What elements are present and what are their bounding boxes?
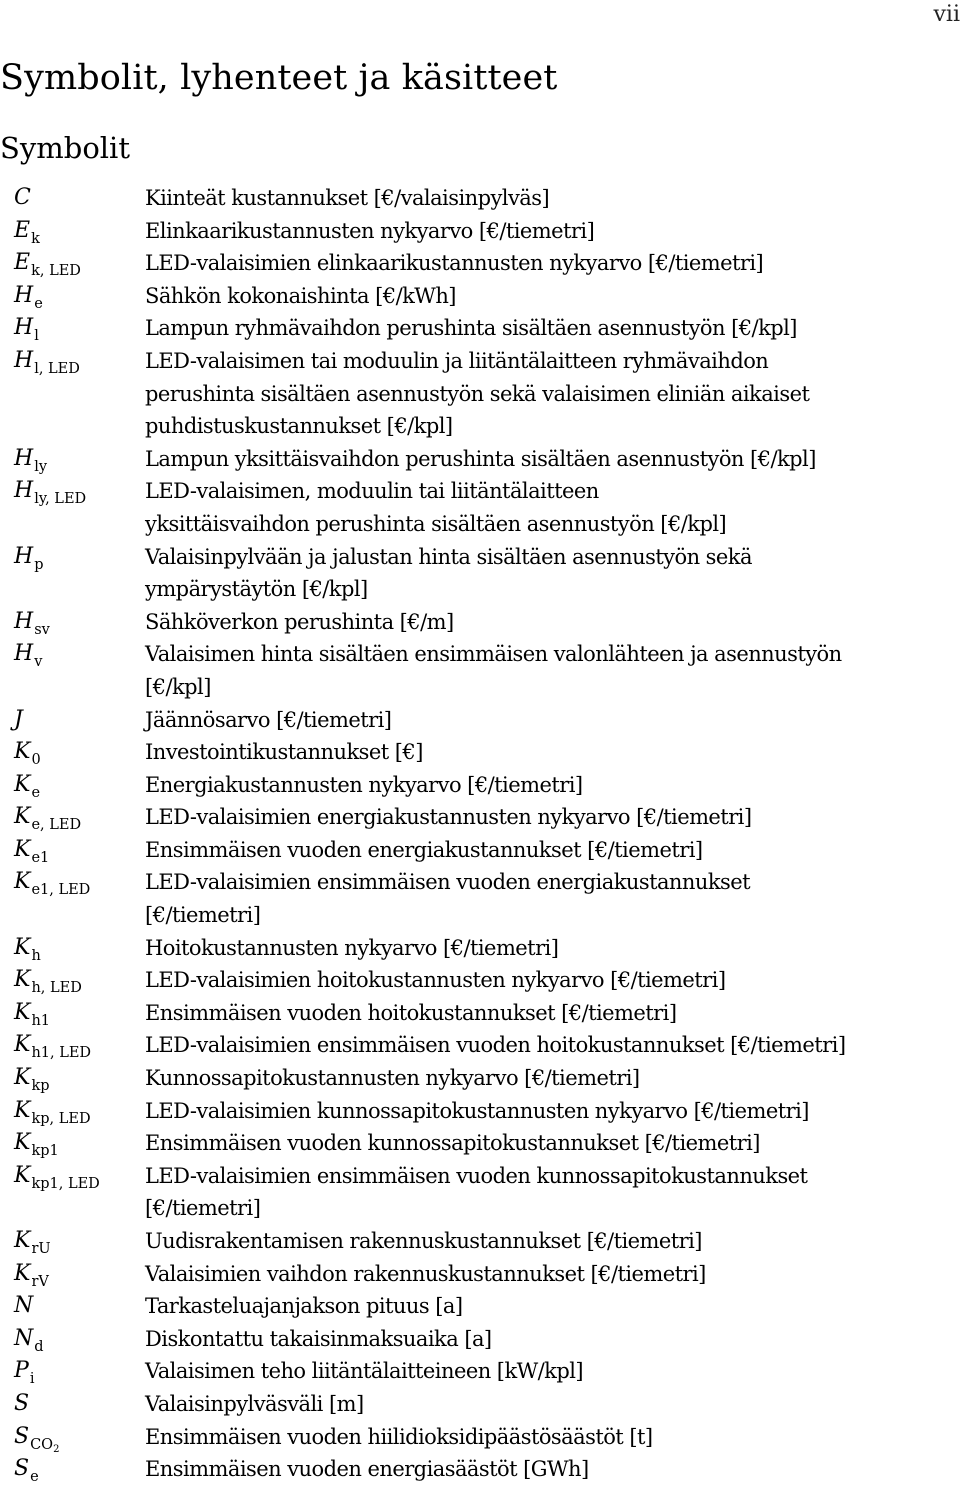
description-line: Ensimmäisen vuoden energiasäästöt [GWh] xyxy=(145,1457,589,1482)
symbol-description xyxy=(145,475,960,540)
description-line: Ensimmäisen vuoden hoitokustannukset [€/tiemetri] xyxy=(145,1000,677,1025)
symbol-base: H xyxy=(14,347,34,373)
symbol-subscript-text: e xyxy=(34,295,43,312)
symbol-description xyxy=(145,638,960,703)
symbol-subscript-text: l xyxy=(34,328,39,345)
symbol-entry xyxy=(0,801,960,834)
symbol xyxy=(14,215,40,250)
description-line: Valaisimien vaihdon rakennuskustannukset [€/tiemetri] xyxy=(145,1261,706,1286)
symbol-subscript-text: v xyxy=(34,654,43,671)
symbol-entry xyxy=(0,1453,960,1486)
symbol-base: K xyxy=(14,836,31,862)
symbol-subscript-text: e xyxy=(31,784,41,801)
symbol-subscript-text: k xyxy=(31,230,40,247)
description-line: Valaisinpylväsväli [m] xyxy=(145,1391,364,1416)
symbol-base: H xyxy=(14,282,34,308)
symbol xyxy=(14,866,90,901)
description-line: Lampun ryhmävaihdon perushinta sisältäen asennustyön [€/kpl] xyxy=(145,316,797,341)
symbol-subscript xyxy=(31,1143,58,1159)
symbol-description xyxy=(145,736,960,769)
symbol-base: P xyxy=(14,1358,29,1384)
description-line: Kiinteät kustannukset [€/valaisinpylväs] xyxy=(145,186,550,210)
description-line: Valaisimen teho liitäntälaitteineen [kW/kpl] xyxy=(145,1359,584,1384)
symbol xyxy=(14,606,50,641)
symbol-entry xyxy=(0,964,960,997)
symbol-entry xyxy=(0,1127,960,1160)
symbol-subscript xyxy=(34,1339,43,1355)
symbol xyxy=(14,997,50,1032)
symbol-subscript-text: kp xyxy=(31,1078,50,1095)
symbol-entry xyxy=(0,312,960,345)
symbol-description xyxy=(145,1062,960,1095)
symbol-entry xyxy=(0,1323,960,1356)
symbol-entry xyxy=(0,1062,960,1095)
description-line: LED-valaisimien ensimmäisen vuoden hoitokustannukset [€/tiemetri] xyxy=(145,1033,846,1058)
symbol-base: K xyxy=(14,771,31,797)
symbol-description xyxy=(145,1323,960,1356)
symbol-subscript-text: rU xyxy=(31,1241,51,1257)
symbol-subscript xyxy=(31,817,81,833)
symbol-entry xyxy=(0,1225,960,1258)
symbol-subscript xyxy=(31,1241,50,1257)
symbol xyxy=(14,801,81,836)
description-line: puhdistuskustannukset [€/kpl] xyxy=(145,414,453,439)
symbol xyxy=(14,182,31,215)
description-line: LED-valaisimien ensimmäisen vuoden kunnossapitokustannukset xyxy=(145,1163,808,1188)
symbol-entry xyxy=(0,1388,960,1421)
symbol-subscript-text: rV xyxy=(31,1273,49,1290)
description-line: Energiakustannusten nykyarvo [€/tiemetri] xyxy=(145,772,583,797)
description-line: Jäännösarvo [€/tiemetri] xyxy=(145,707,392,732)
symbol-base: K xyxy=(14,1260,31,1286)
symbol-subscript xyxy=(34,654,42,670)
description-line: Ensimmäisen vuoden kunnossapitokustannukset [€/tiemetri] xyxy=(145,1131,760,1156)
symbol-base: H xyxy=(14,641,34,667)
symbol-subscript-text: h xyxy=(31,947,41,964)
symbol-entry xyxy=(0,638,960,703)
symbol xyxy=(14,475,86,510)
symbol-subscript xyxy=(31,882,90,898)
symbol-subscript xyxy=(31,752,40,768)
symbol-description xyxy=(145,247,960,280)
symbol-subscript xyxy=(30,1437,59,1453)
symbol-subscript-text: kp1, LED xyxy=(31,1175,100,1192)
symbol-subscript-text: e, LED xyxy=(31,817,82,834)
description-line: Valaisimen hinta sisältäen ensimmäisen valonlähteen ja asennustyön xyxy=(145,642,842,667)
symbol-base: S xyxy=(14,1423,30,1449)
symbol-entry xyxy=(0,834,960,867)
description-line: Valaisinpylvään ja jalustan hinta sisältäen asennustyön sekä xyxy=(145,544,752,569)
symbol-description xyxy=(145,215,960,248)
symbol-description xyxy=(145,1225,960,1258)
symbol-subscript xyxy=(31,948,40,964)
symbol xyxy=(14,247,81,282)
symbol xyxy=(14,1095,91,1130)
symbol-subscript xyxy=(34,622,50,638)
symbol-subscript xyxy=(31,1111,90,1127)
symbol-entry xyxy=(0,247,960,280)
symbol-description xyxy=(145,1127,960,1160)
symbol-subscript-text: e1 xyxy=(31,849,50,866)
symbol-subscript xyxy=(34,296,43,312)
symbol-subscript xyxy=(34,491,86,507)
symbol-entry xyxy=(0,704,960,737)
symbol-description xyxy=(145,932,960,965)
symbol-subscript-text: sv xyxy=(34,621,50,638)
description-line: perushinta sisältäen asennustyön sekä valaisimen eliniän aikaiset xyxy=(145,381,810,406)
symbol-base: K xyxy=(14,967,31,993)
symbol-entry xyxy=(0,606,960,639)
symbol xyxy=(14,1421,59,1458)
symbol xyxy=(14,1225,51,1260)
symbol-description xyxy=(145,443,960,476)
description-line: [€/kpl] xyxy=(145,674,211,699)
description-line: LED-valaisimien energiakustannusten nykyarvo [€/tiemetri] xyxy=(145,805,752,830)
symbol-subscript-text: d xyxy=(34,1338,44,1355)
symbol-subscript-text: h1 xyxy=(31,1012,51,1029)
symbol-base: S xyxy=(14,1390,30,1416)
description-line: yksittäisvaihdon perushinta sisältäen asennustyön [€/kpl] xyxy=(145,511,727,536)
symbol-base: H xyxy=(14,543,34,569)
symbol-subscript xyxy=(30,1371,35,1387)
symbol-base: C xyxy=(14,185,31,210)
symbol xyxy=(14,443,47,478)
symbol-description xyxy=(145,769,960,802)
symbol-description xyxy=(145,182,960,215)
symbol xyxy=(14,1355,34,1390)
symbol-base: S xyxy=(14,1456,30,1482)
symbol-description xyxy=(145,866,960,931)
symbol xyxy=(14,1127,59,1162)
symbol-entry xyxy=(0,345,960,443)
symbol-subscript-text: h1, LED xyxy=(31,1045,92,1062)
description-line: Hoitokustannusten nykyarvo [€/tiemetri] xyxy=(145,935,559,960)
description-line: Investointikustannukset [€] xyxy=(145,740,423,765)
symbol-description xyxy=(145,345,960,443)
symbol-entry xyxy=(0,1421,960,1454)
page-number: vii xyxy=(933,2,960,27)
description-line: Lampun yksittäisvaihdon perushinta sisältäen asennustyön [€/kpl] xyxy=(145,446,816,471)
symbol-subscript xyxy=(31,1176,99,1192)
description-line: Uudisrakentamisen rakennuskustannukset [€/tiemetri] xyxy=(145,1229,702,1253)
description-line: Kunnossapitokustannusten nykyarvo [€/tiemetri] xyxy=(145,1066,640,1091)
symbol xyxy=(14,1062,50,1097)
symbol-entry xyxy=(0,997,960,1030)
symbol-base: H xyxy=(14,315,34,341)
symbol-base: N xyxy=(14,1325,34,1351)
symbol-description xyxy=(145,1160,960,1225)
symbol xyxy=(14,736,41,771)
symbol-base: K xyxy=(14,934,31,960)
symbol xyxy=(14,1160,100,1195)
symbol-entry xyxy=(0,541,960,606)
symbol xyxy=(14,769,40,804)
description-line: LED-valaisimen, moduulin tai liitäntälaitteen xyxy=(145,479,599,504)
description-line: Sähköverkon perushinta [€/m] xyxy=(145,609,454,634)
description-line: LED-valaisimien hoitokustannusten nykyarvo [€/tiemetri] xyxy=(145,968,726,993)
symbol-entry xyxy=(0,1355,960,1388)
description-line: Sähkön kokonaishinta [€/kWh] xyxy=(145,283,456,308)
symbol-subscript-text: h, LED xyxy=(31,980,82,997)
symbol-base: K xyxy=(14,739,31,765)
symbol xyxy=(14,1258,49,1293)
section-title: Symbolit xyxy=(0,131,130,165)
symbol-entry xyxy=(0,1290,960,1323)
symbol-entry xyxy=(0,866,960,931)
symbol-subscript xyxy=(34,557,43,573)
description-line: [€/tiemetri] xyxy=(145,903,261,928)
symbol-entry xyxy=(0,280,960,313)
symbol-description xyxy=(145,1290,960,1323)
symbol-subscript xyxy=(31,1045,91,1061)
symbol-subscript-text: p xyxy=(34,556,44,573)
symbol xyxy=(14,638,42,673)
symbol-base: K xyxy=(14,1162,31,1188)
symbol xyxy=(14,541,43,576)
symbol-subscript-text: CO xyxy=(30,1436,54,1453)
symbol-entry xyxy=(0,932,960,965)
description-line: Diskontattu takaisinmaksuaika [a] xyxy=(145,1326,492,1351)
symbol-subscript-text: kp1 xyxy=(31,1143,59,1160)
symbol-base: K xyxy=(14,999,31,1025)
symbol-description xyxy=(145,1355,960,1388)
symbol-description xyxy=(145,1421,960,1454)
symbol-subscript xyxy=(31,231,40,247)
symbol-subscript xyxy=(30,1469,39,1485)
description-line: Ensimmäisen vuoden hiilidioksidipäästösäästöt [t] xyxy=(145,1424,653,1449)
symbol xyxy=(14,345,80,380)
symbol-base: K xyxy=(14,1032,31,1058)
symbol-subscript xyxy=(31,850,49,866)
symbol-base: N xyxy=(14,1293,34,1319)
symbol-subscript-text: k, LED xyxy=(31,263,81,280)
symbol-description xyxy=(145,541,960,606)
symbol xyxy=(14,1323,44,1358)
description-line: LED-valaisimien kunnossapitokustannusten nykyarvo [€/tiemetri] xyxy=(145,1098,809,1123)
symbol-subscript-text: ly xyxy=(34,458,48,475)
description-line: LED-valaisimen tai moduulin ja liitäntälaitteen ryhmävaihdon xyxy=(145,348,769,373)
symbol-subscript-text: e xyxy=(30,1469,39,1486)
symbol-base: H xyxy=(14,445,34,471)
symbol-subscript xyxy=(31,980,81,996)
symbol xyxy=(14,280,43,315)
symbol xyxy=(14,704,23,737)
symbol-subscript-text: l, LED xyxy=(34,360,80,377)
symbol xyxy=(14,1029,91,1064)
symbol xyxy=(14,1290,33,1323)
symbol-subscript xyxy=(31,1078,49,1094)
symbol-base: H xyxy=(14,608,34,634)
description-line: Tarkasteluajanjakson pituus [a] xyxy=(145,1294,463,1319)
symbol-subscript xyxy=(34,459,47,475)
description-line: Ensimmäisen vuoden energiakustannukset [€/tiemetri] xyxy=(145,837,703,862)
symbol xyxy=(14,964,82,999)
symbol-description xyxy=(145,1453,960,1486)
symbol-description xyxy=(145,997,960,1030)
symbol-list xyxy=(0,182,960,1486)
description-line: LED-valaisimien elinkaarikustannusten nykyarvo [€/tiemetri] xyxy=(145,251,764,276)
symbol-subscript xyxy=(34,328,39,344)
symbol xyxy=(14,932,41,967)
symbol-base: K xyxy=(14,1097,31,1123)
symbol-base: J xyxy=(14,706,23,732)
symbol-subscript-text: i xyxy=(29,1371,35,1388)
symbol-subscript xyxy=(31,1013,50,1029)
symbol-description xyxy=(145,834,960,867)
symbol-description xyxy=(145,1258,960,1291)
description-line: [€/tiemetri] xyxy=(145,1196,261,1221)
symbol-subscript-text: kp, LED xyxy=(31,1110,91,1127)
symbol-subscript xyxy=(31,263,81,279)
symbol-subscript-nested: 2 xyxy=(53,1443,60,1455)
symbol-base: H xyxy=(14,478,34,504)
symbol-description xyxy=(145,704,960,737)
chapter-title: Symbolit, lyhenteet ja käsitteet xyxy=(0,58,558,98)
symbol-subscript xyxy=(31,1274,48,1290)
symbol xyxy=(14,1388,29,1421)
symbol-entry xyxy=(0,475,960,540)
symbol-base: K xyxy=(14,1228,31,1253)
symbol-entry xyxy=(0,1029,960,1062)
symbol-description xyxy=(145,1095,960,1128)
symbol-entry xyxy=(0,1258,960,1291)
symbol-entry xyxy=(0,1095,960,1128)
symbol-description xyxy=(145,312,960,345)
symbol-description xyxy=(145,801,960,834)
symbol-description xyxy=(145,1029,960,1062)
symbol-base: E xyxy=(14,217,31,243)
description-line: Elinkaarikustannusten nykyarvo [€/tiemetri] xyxy=(145,218,595,243)
symbol-description xyxy=(145,280,960,313)
symbol-entry xyxy=(0,182,960,215)
symbol-base: K xyxy=(14,869,31,895)
symbol xyxy=(14,834,49,869)
symbol-base: E xyxy=(14,250,31,276)
symbol-base: K xyxy=(14,1065,31,1091)
symbol-description xyxy=(145,606,960,639)
symbol-description xyxy=(145,964,960,997)
symbol-subscript-text: ly, LED xyxy=(34,491,87,508)
symbol-entry xyxy=(0,736,960,769)
description-line: LED-valaisimien ensimmäisen vuoden energiakustannukset xyxy=(145,870,751,895)
symbol-entry xyxy=(0,769,960,802)
symbol-base: K xyxy=(14,804,31,830)
symbol-entry xyxy=(0,1160,960,1225)
symbol-subscript xyxy=(34,361,80,377)
symbol-description xyxy=(145,1388,960,1421)
symbol-subscript-text: e1, LED xyxy=(31,882,91,899)
symbol-base: K xyxy=(14,1130,31,1156)
symbol xyxy=(14,312,39,347)
symbol-entry xyxy=(0,443,960,476)
symbol xyxy=(14,1453,39,1488)
description-line: ympärystäytön [€/kpl] xyxy=(145,577,368,602)
symbol-entry xyxy=(0,215,960,248)
symbol-subscript-text: 0 xyxy=(31,752,41,769)
symbol-subscript xyxy=(31,785,40,801)
